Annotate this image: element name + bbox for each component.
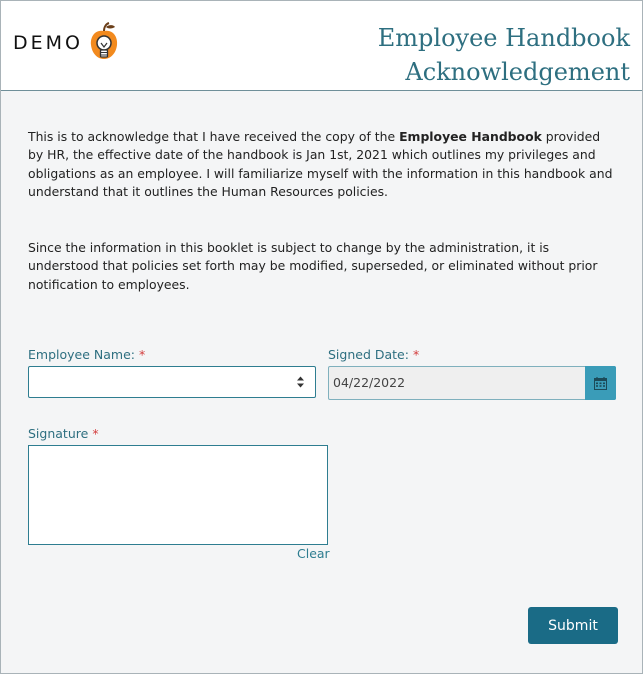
calendar-button[interactable] bbox=[585, 366, 616, 400]
header bbox=[1, 1, 642, 91]
employee-name-label: Employee Name: * bbox=[28, 347, 146, 362]
signature-label: Signature * bbox=[28, 426, 99, 441]
page-title-line1: Employee Handbook bbox=[377, 24, 630, 52]
page-title-line2: Acknowledgement bbox=[405, 58, 630, 86]
logo-text: DEMO bbox=[13, 32, 83, 54]
acknowledgement-paragraph bbox=[28, 128, 618, 202]
p1-before: This is to acknowledge that I have received the copy of the bbox=[28, 129, 400, 144]
p1-bold: Employee Handbook bbox=[399, 129, 542, 144]
calendar-icon bbox=[594, 377, 607, 390]
policy-change-paragraph: Since the information in this booklet is subject to change by the administration, it is understood that policies set forth may be modified, superseded, or eliminated without prior notification to employees. bbox=[28, 240, 598, 292]
page-title bbox=[378, 21, 630, 89]
signature-pad[interactable] bbox=[28, 445, 328, 545]
submit-button[interactable]: Submit bbox=[528, 607, 618, 644]
p1-after: provided by HR, the effective date of the handbook is Jan 1st, 2021 which outlines my privileges and obligations as an employee. I will familiarize myself with the information in this handbook and understand that it outlines the Human Resources policies. bbox=[28, 129, 613, 200]
clear-signature-link[interactable]: Clear bbox=[297, 546, 330, 561]
required-mark: * bbox=[138, 347, 146, 362]
required-mark: * bbox=[92, 426, 99, 441]
lightbulb-apple-icon bbox=[87, 21, 121, 65]
employee-name-select[interactable] bbox=[28, 366, 316, 398]
logo bbox=[13, 21, 121, 65]
required-mark: * bbox=[412, 347, 420, 362]
signed-date-input[interactable]: 04/22/2022 bbox=[328, 366, 616, 400]
signed-date-label: Signed Date: * bbox=[328, 347, 420, 362]
select-arrows-icon bbox=[296, 375, 305, 389]
